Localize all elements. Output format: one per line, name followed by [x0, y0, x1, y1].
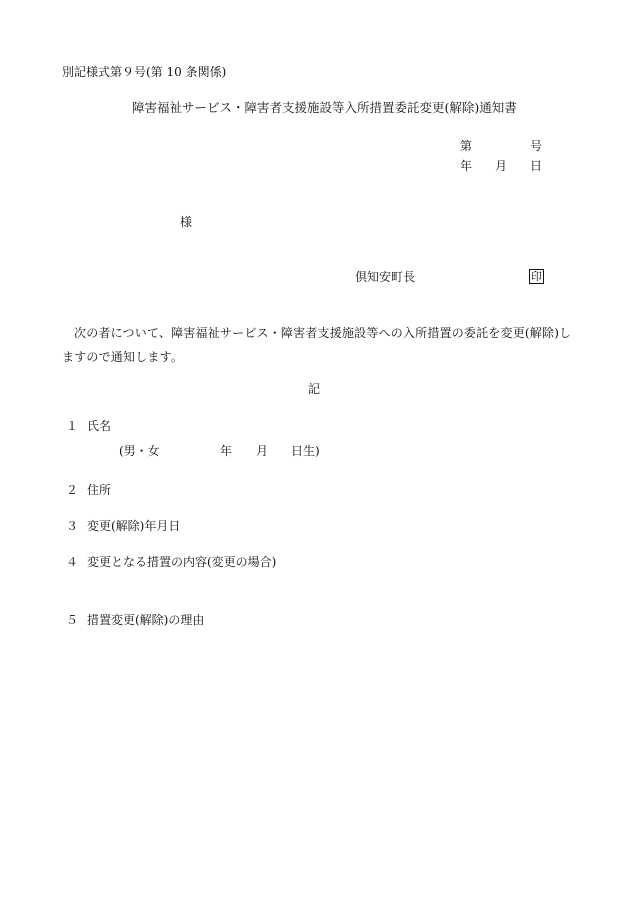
doc-number-go: 号: [530, 139, 543, 153]
date-month: 月: [495, 159, 508, 173]
issuer-name: 倶知安町長: [355, 270, 416, 284]
date-day: 日: [530, 159, 543, 173]
item-2-label: 住所: [87, 483, 112, 497]
birth-sex: (男・女: [119, 444, 160, 458]
doc-number-dai: 第: [460, 139, 473, 153]
item-1-label: 氏名: [87, 419, 112, 433]
document-title: 障害福祉サービス・障害者支援施設等入所措置委託変更(解除)通知書: [132, 100, 517, 115]
body-text: 次の者について、障害福祉サービス・障害者支援施設等への入所措置の委託を変更(解除)しますので通知します。: [62, 326, 572, 364]
birth-month: 月: [256, 444, 269, 458]
item-3-number: ３: [66, 519, 79, 533]
ki-heading: 記: [308, 382, 321, 396]
birth-year: 年: [220, 444, 233, 458]
item-5-number: ５: [66, 613, 79, 627]
birth-day: 日生): [291, 444, 320, 458]
date-year: 年: [460, 159, 473, 173]
item-3-label: 変更(解除)年月日: [87, 519, 181, 533]
form-reference: 別記様式第９号(第 10 条関係): [62, 65, 227, 79]
item-1-number: １: [66, 419, 79, 433]
seal-mark: 印: [531, 270, 542, 283]
item-2-number: ２: [66, 483, 79, 497]
item-5-label: 措置変更(解除)の理由: [87, 613, 205, 627]
item-4-number: ４: [66, 555, 79, 569]
item-4-label: 変更となる措置の内容(変更の場合): [87, 555, 277, 569]
recipient-suffix: 様: [180, 215, 193, 229]
